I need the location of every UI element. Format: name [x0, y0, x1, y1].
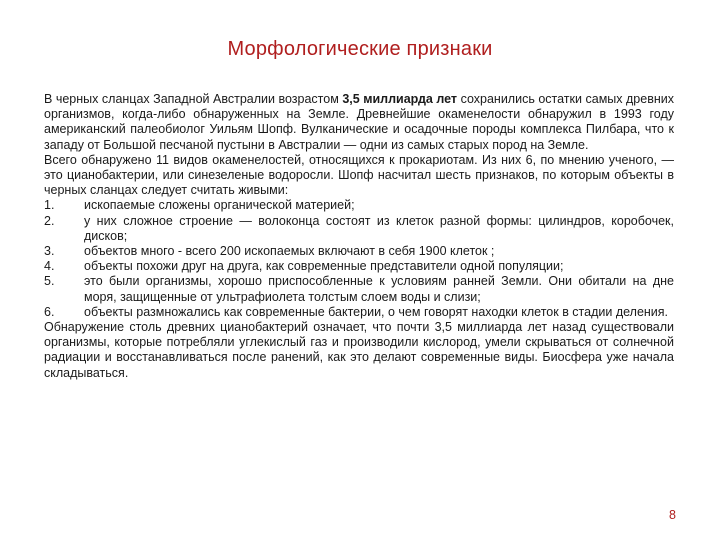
list-item-text: ископаемые сложены органической материей;	[84, 198, 355, 213]
list-item	[44, 244, 674, 259]
list-item	[44, 214, 674, 244]
list-item-text: объекты размножались как современные бактерии, о чем говорят находки клеток в стадии деления.	[84, 304, 669, 319]
intro-paragraph	[44, 92, 674, 153]
age-highlight: 3,5 миллиарда лет	[342, 92, 458, 106]
conclusion-paragraph: Обнаружение столь древних цианобактерий означает, что почти 3,5 миллиарда лет назад существовали организмы, которые потребляли углекислый газ и производили кислород, умели скрываться от солнечной радиации и восстанавливаться после ранений, как это делают современные виды. Биосфера уже начала складываться.	[44, 320, 674, 380]
page-number: 8	[669, 508, 676, 522]
list-item	[44, 198, 674, 213]
list-item-number: 3.	[44, 244, 55, 259]
intro-text-end: сохранились остатки самых древних организмов, когда-либо обнаруженных на Земле. Древнейшие окаменелости обнаружил в 1993 году американский палеобиолог Уильям Шопф. Вулканические и осадочные породы комплекса Пилбара, что к западу от Большой песчаной пустыни в Австралии — одни из самых старых пород на Земле.	[44, 92, 674, 152]
criteria-list	[44, 198, 674, 320]
list-item	[44, 274, 674, 304]
list-item-number: 2.	[44, 213, 55, 228]
list-item-number: 4.	[44, 259, 55, 274]
list-item-number: 1.	[44, 198, 55, 213]
list-item-text: объекты похожи друг на друга, как современные представители одной популяции;	[84, 259, 564, 274]
slide-title: Морфологические признаки	[227, 38, 493, 60]
body-text	[44, 92, 674, 381]
intro-text-start: В черных сланцах Западной Австралии возрастом	[44, 92, 343, 106]
list-item-number: 6.	[44, 304, 55, 319]
list-item-text: объектов много - всего 200 ископаемых включают в себя 1900 клеток ;	[84, 244, 495, 259]
list-item-text: у них сложное строение — волоконца состоят из клеток разной формы: цилиндров, коробочек, дисков;	[84, 213, 674, 243]
list-item-text: это были организмы, хорошо приспособленные к условиям ранней Земли. Они обитали на дне моря, защищенные от ультрафиолета толстым слоем воды и слизи;	[84, 274, 674, 304]
list-item	[44, 259, 674, 274]
list-item-number: 5.	[44, 274, 55, 289]
list-item	[44, 305, 674, 320]
fossils-paragraph: Всего обнаружено 11 видов окаменелостей, относящихся к прокариотам. Из них 6, по мнению ученого, — это цианобактерии, или синезеленые водоросли. Шопф насчитал шесть признаков, по которым объекты в черных сланцах следует считать живыми:	[44, 152, 674, 198]
